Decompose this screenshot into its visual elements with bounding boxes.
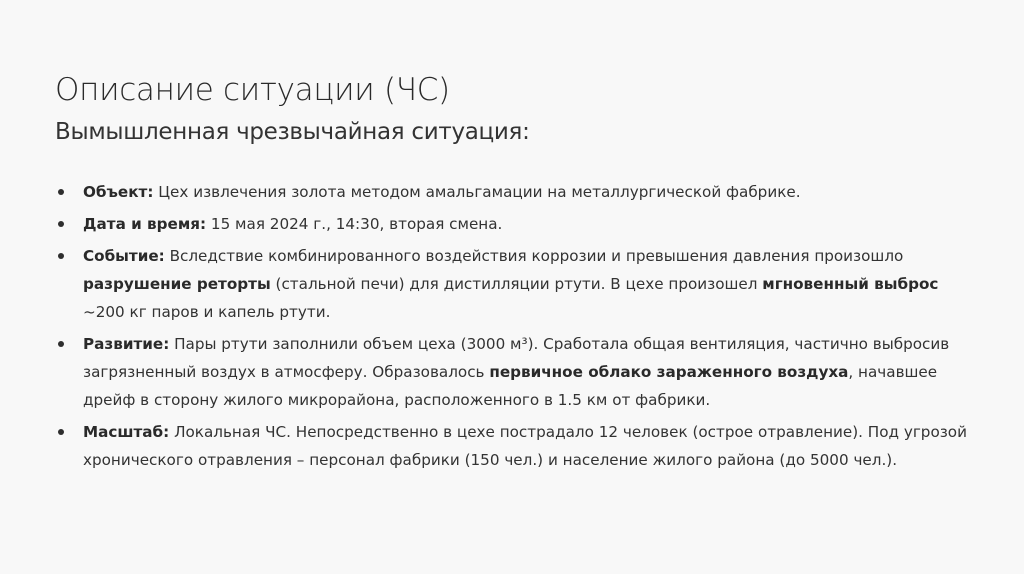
bullet-development	[58, 330, 978, 414]
bullet-scale	[58, 418, 978, 474]
page-title: Описание ситуации (ЧС)	[55, 72, 450, 108]
bullet-datetime	[58, 210, 978, 238]
bullet-object	[58, 178, 978, 206]
bullet-label: Масштаб:	[83, 423, 170, 441]
bullet-label: Развитие:	[83, 335, 170, 353]
page-subtitle: Вымышленная чрезвычайная ситуация:	[55, 119, 530, 145]
bullet-text: Пары ртути заполнили объем цеха (3000 м³). Сработала общая вентиляция, частично выбросив загрязненный воздух в атмосферу. Образовалось	[83, 335, 950, 381]
bullet-label: Дата и время:	[83, 215, 207, 233]
bullet-event	[58, 242, 978, 326]
bullet-text: 15 мая 2024 г., 14:30, вторая смена.	[210, 215, 503, 233]
bullet-text: Локальная ЧС. Непосредственно в цехе пострадало 12 человек (острое отравление). Под угрозой хронического отравления – персонал фабрики (150 чел.) и население жилого района (до 5000 чел.).	[83, 423, 967, 469]
bullet-text: ~200 кг паров и капель ртути.	[83, 303, 331, 321]
bullet-emphasis: разрушение реторты	[83, 275, 271, 293]
bullet-emphasis: первичное облако зараженного воздуха	[489, 363, 849, 381]
bullet-list	[58, 178, 978, 478]
bullet-label: Событие:	[83, 247, 165, 265]
bullet-emphasis: мгновенный выброс	[762, 275, 939, 293]
bullet-text: Цех извлечения золота методом амальгамации на металлургической фабрике.	[158, 183, 801, 201]
bullet-text: , начавшее дрейф в сторону жилого микрорайона, расположенного в 1.5 км от фабрики.	[83, 363, 938, 409]
bullet-text: Вследствие комбинированного воздействия коррозии и превышения давления произошло	[169, 247, 904, 265]
bullet-label: Объект:	[83, 183, 154, 201]
bullet-text: (стальной печи) для дистилляции ртути. В цехе произошел	[275, 275, 758, 293]
